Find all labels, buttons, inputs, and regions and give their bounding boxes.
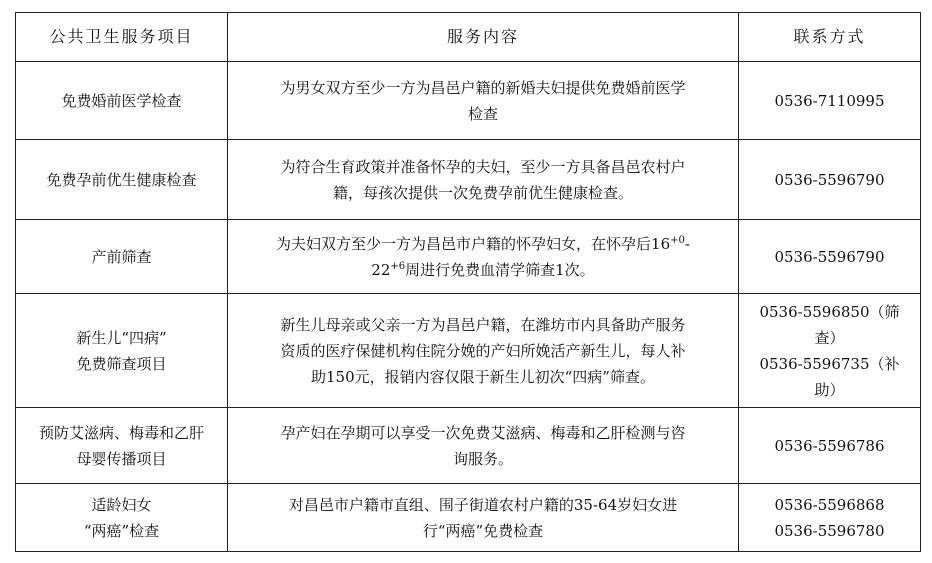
service-content-text: 为夫妇双方至少一方为昌邑市户籍的怀孕妇女，在怀孕后16 xyxy=(276,234,671,253)
contact-cell xyxy=(739,484,921,552)
service-item-cell xyxy=(16,408,228,484)
contact-cell xyxy=(739,62,921,140)
service-content-text: 询服务。 xyxy=(452,449,513,468)
service-content-text: 孕产妇在孕期可以享受一次免费艾滋病、梅毒和乙肝检测与咨 xyxy=(280,423,686,442)
service-content-cell xyxy=(228,484,739,552)
contact-phone: 0536-5596735（补 xyxy=(759,354,900,373)
service-item-cell xyxy=(16,294,228,408)
contact-phone: 0536-7110995 xyxy=(774,91,885,110)
service-item-text: 免费婚前医学检查 xyxy=(61,91,182,110)
contact-phone: 0536-5596850（筛 xyxy=(759,302,900,321)
service-item-text: 免费筛查项目 xyxy=(76,354,167,373)
table-row xyxy=(16,484,921,552)
contact-phone: 0536-5596790 xyxy=(774,247,885,266)
service-content-line xyxy=(238,257,728,283)
contact-cell xyxy=(739,220,921,294)
service-item-text: 母婴传播项目 xyxy=(76,449,167,468)
service-item-text: 适龄妇女 xyxy=(91,495,152,514)
contact-note: 查） xyxy=(814,328,845,347)
service-content-line xyxy=(238,231,728,257)
service-content-cell xyxy=(228,408,739,484)
contact-cell xyxy=(739,294,921,408)
service-item-cell xyxy=(16,62,228,140)
service-item-text: 预防艾滋病、梅毒和乙肝 xyxy=(38,423,204,442)
service-content-text: 籍，每孩次提供一次免费孕前优生健康检查。 xyxy=(332,183,633,202)
service-item-text: 新生儿“四病” xyxy=(76,328,167,347)
service-content-cell xyxy=(228,62,739,140)
service-content-text: 为符合生育政策并准备怀孕的夫妇，至少一方具备昌邑农村户 xyxy=(280,157,686,176)
table-row xyxy=(16,140,921,220)
service-content-text: 对昌邑市户籍市直组、围子街道农村户籍的35-64岁妇女进 xyxy=(288,495,678,514)
public-health-services-table xyxy=(15,12,921,552)
service-content-text: 行“两癌”免费检查 xyxy=(422,521,544,540)
service-content-text: 检查 xyxy=(467,104,498,123)
header-item: 公共卫生服务项目 xyxy=(16,13,228,62)
service-content-text: 助150元，报销内容仅限于新生儿初次“四病”筛查。 xyxy=(311,367,655,386)
service-content-cell xyxy=(228,220,739,294)
service-content-text: 22 xyxy=(371,260,391,279)
table-row xyxy=(16,62,921,140)
superscript: +0 xyxy=(670,234,685,246)
header-content: 服务内容 xyxy=(228,13,739,62)
contact-phone: 0536-5596786 xyxy=(774,436,885,455)
contact-phone: 0536-5596790 xyxy=(774,170,885,189)
service-item-text: 免费孕前优生健康检查 xyxy=(46,170,197,189)
table-row xyxy=(16,220,921,294)
service-item-cell xyxy=(16,484,228,552)
contact-note: 助） xyxy=(814,380,845,399)
service-content-text: 周进行免费血清学筛查1次。 xyxy=(405,260,595,279)
table-row xyxy=(16,408,921,484)
service-content-cell xyxy=(228,294,739,408)
header-row xyxy=(16,13,921,62)
service-content-text: 为男女双方至少一方为昌邑户籍的新婚夫妇提供免费婚前医学 xyxy=(280,78,686,97)
table-row xyxy=(16,294,921,408)
service-item-text: 产前筛查 xyxy=(91,247,152,266)
contact-cell xyxy=(739,140,921,220)
service-item-cell xyxy=(16,220,228,294)
service-content-text: - xyxy=(684,234,690,253)
service-content-cell xyxy=(228,140,739,220)
contact-phone: 0536-5596780 xyxy=(774,521,885,540)
service-item-cell xyxy=(16,140,228,220)
contact-cell xyxy=(739,408,921,484)
contact-phone: 0536-5596868 xyxy=(774,495,885,514)
service-item-text: “两癌”检查 xyxy=(83,521,160,540)
service-content-text: 新生儿母亲或父亲一方为昌邑户籍，在潍坊市内具备助产服务 xyxy=(280,315,686,334)
superscript: +6 xyxy=(390,260,406,272)
header-contact: 联系方式 xyxy=(739,13,921,62)
service-content-text: 资质的医疗保健机构住院分娩的产妇所娩活产新生儿，每人补 xyxy=(280,341,686,360)
